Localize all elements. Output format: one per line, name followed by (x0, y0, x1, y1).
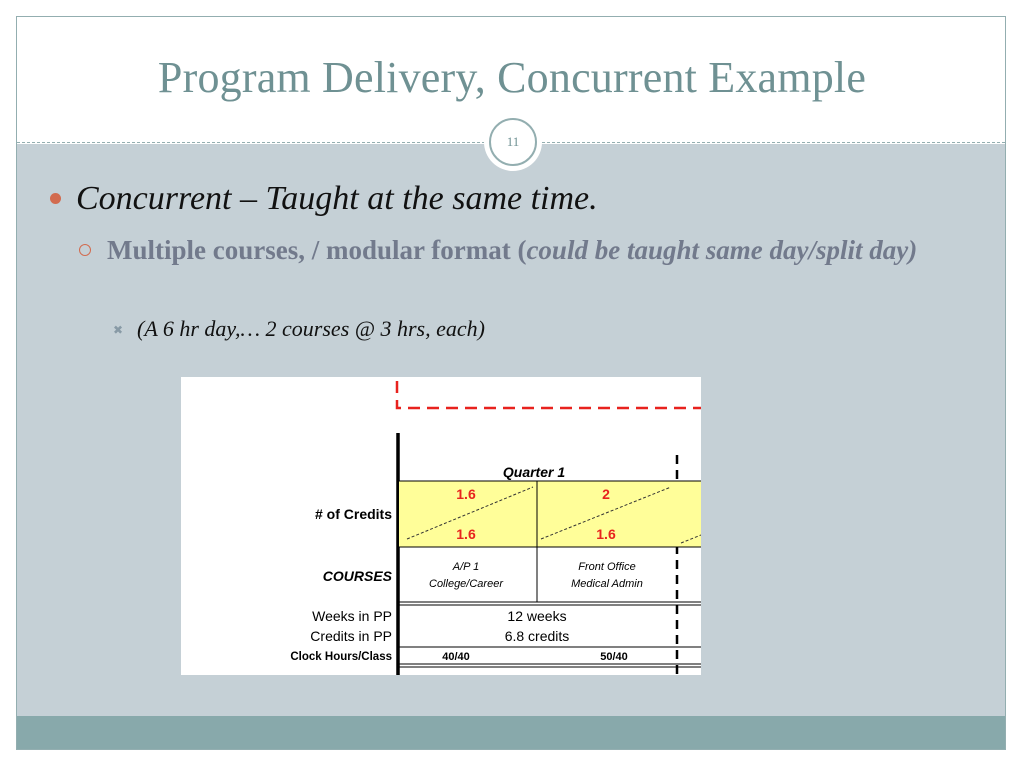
slide-title: Program Delivery, Concurrent Example (157, 53, 867, 102)
bullet-dot-icon (50, 193, 61, 204)
label-courses: COURSES (322, 568, 392, 584)
course2-credit-bottom: 1.6 (596, 526, 616, 542)
bullet-level1: Concurrent – Taught at the same time. (76, 180, 598, 217)
course1-clock-hours: 40/40 (442, 651, 470, 663)
course1-credit-bottom: 1.6 (456, 526, 476, 542)
course1-name-line2: College/Career (429, 578, 503, 590)
course2-name-line1: Front Office (578, 561, 636, 573)
red-dashed-bracket (397, 381, 701, 408)
label-credits: # of Credits (314, 506, 392, 522)
course2-name-line2: Medical Admin (571, 578, 643, 590)
bullet-ring-icon (79, 244, 91, 256)
quarter-header: Quarter 1 (502, 464, 566, 480)
course2-credit-top: 2 (602, 486, 610, 502)
weeks-value: 12 weeks (507, 608, 567, 624)
schedule-table-image (181, 377, 701, 675)
bullet-level2-regular: Multiple courses, / modular format ( (107, 235, 527, 265)
bullet-level2 (107, 232, 977, 269)
credits-band (399, 481, 701, 547)
bullet-star-icon: ✖ (113, 323, 124, 337)
label-clock-hours: Clock Hours/Class (290, 651, 392, 663)
course1-name-line1: A/P 1 (452, 561, 480, 573)
slide-number: 11 (489, 118, 537, 166)
label-weeks: Weeks in PP (312, 608, 392, 624)
label-credits-pp: Credits in PP (310, 628, 392, 644)
slide-footer (17, 716, 1005, 749)
credits-pp-value: 6.8 credits (504, 628, 570, 644)
bullet-level3: (A 6 hr day,… 2 courses @ 3 hrs, each) (137, 316, 485, 341)
course2-clock-hours: 50/40 (600, 651, 628, 663)
course1-credit-top: 1.6 (456, 486, 476, 502)
bullet-level2-italic: could be taught same day/split day) (526, 235, 918, 265)
